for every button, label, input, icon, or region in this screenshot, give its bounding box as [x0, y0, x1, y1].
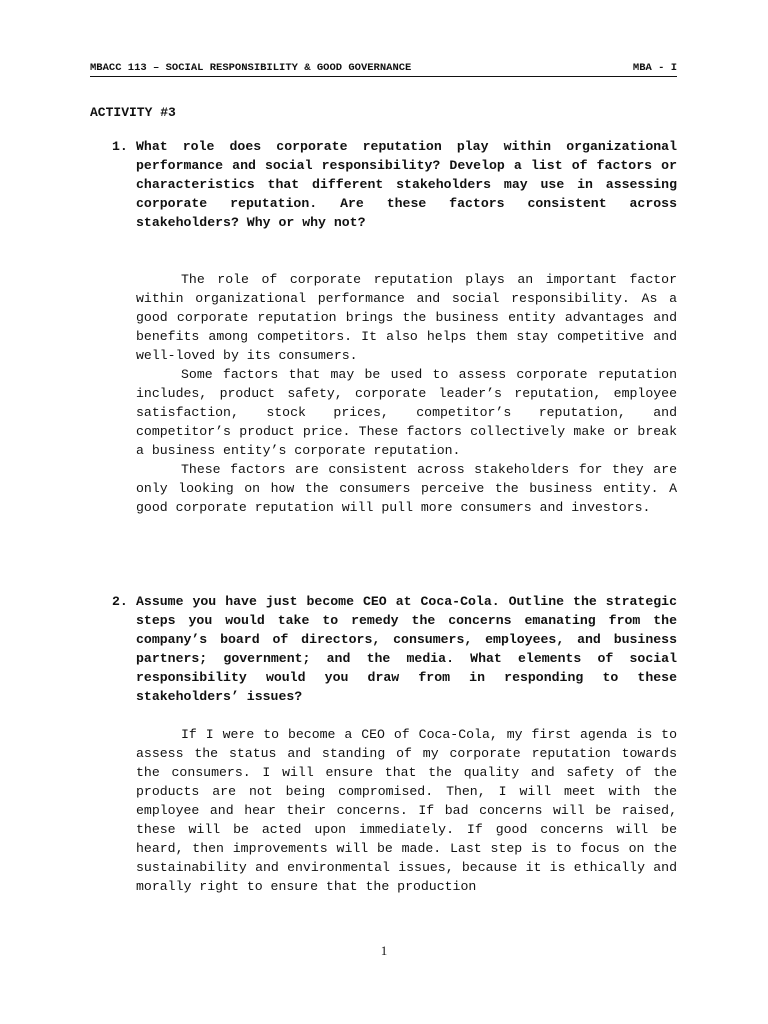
- question-text: What role does corporate reputation play within organizational performance and social responsibility? Develop a list of factors or characteristics that different stakeholders may use in assessing corporate reputation. Are these factors consistent across stakeholders? Why or why not?: [136, 139, 677, 230]
- answer-paragraph: Some factors that may be used to assess corporate reputation includes, product safety, corporate leader’s reputation, employee satisfaction, stock prices, competitor’s reputation, and competitor’s product price. These factors collectively make or break a business entity’s corporate reputation.: [136, 367, 677, 458]
- page-header: [90, 62, 677, 77]
- answer-paragraph: The role of corporate reputation plays an important factor within organizational performance and social responsibility. As a good corporate reputation brings the business entity advantages and benefits among competitors. It also helps them stay competitive and well-loved by its consumers.: [136, 272, 677, 363]
- question-2: [112, 592, 677, 706]
- program-label: MBA - I: [632, 62, 677, 74]
- page-number: 1: [380, 943, 388, 958]
- course-title: MBACC 113 – SOCIAL RESPONSIBILITY & GOOD GOVERNANCE: [90, 62, 412, 74]
- activity-title: ACTIVITY #3: [90, 105, 176, 120]
- question-text: Assume you have just become CEO at Coca-Cola. Outline the strategic steps you would take to remedy the concerns emanating from the company’s board of directors, consumers, employees, and business partners; government; and the media. What elements of social responsibility would you draw from in responding to these stakeholders’ issues?: [136, 594, 677, 704]
- answer-1: [136, 270, 677, 517]
- question-number: 1.: [112, 139, 128, 154]
- question-number: 2.: [112, 594, 128, 609]
- answer-2: [136, 725, 677, 896]
- answer-paragraph: If I were to become a CEO of Coca-Cola, my first agenda is to assess the status and standing of my corporate reputation towards the consumers. I will ensure that the quality and safety of the products are not being compromised. Then, I will meet with the employee and hear their concerns. If bad concerns will be raised, these will be acted upon immediately. If good concerns will be heard, then improvements will be made. Last step is to focus on the sustainability and environmental issues, because it is ethically and morally right to ensure that the production: [136, 727, 677, 894]
- question-1: [112, 137, 677, 232]
- answer-paragraph: These factors are consistent across stakeholders for they are only looking on how the consumers perceive the business entity. A good corporate reputation will pull more consumers and investors.: [136, 462, 677, 515]
